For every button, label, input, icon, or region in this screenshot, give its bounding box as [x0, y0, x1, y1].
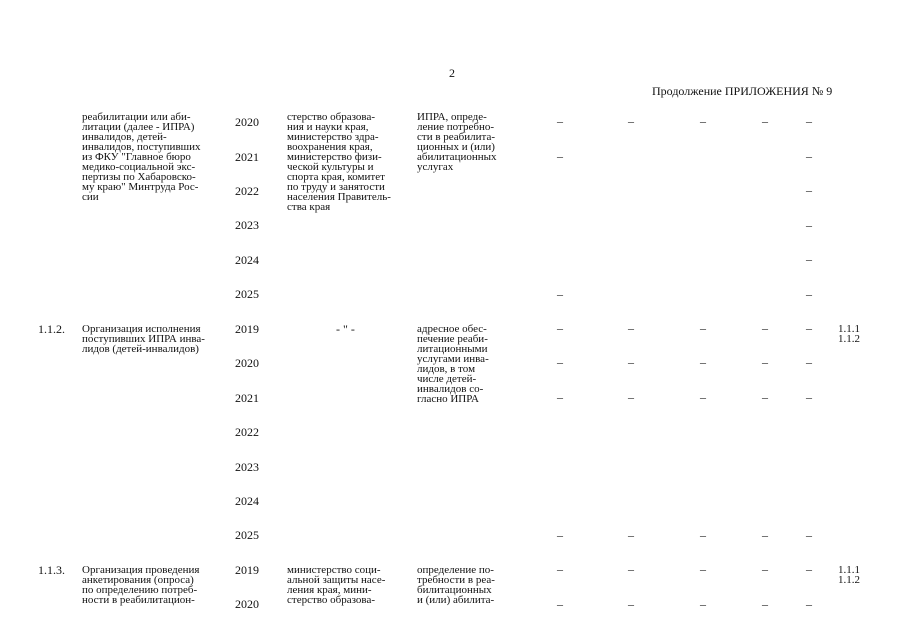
- indicator-reference: 1.1.1 1.1.2: [838, 323, 860, 345]
- empty-value-dash: –: [806, 287, 812, 301]
- empty-value-dash: –: [628, 390, 634, 404]
- year-label: 2023: [235, 218, 259, 232]
- empty-value-dash: –: [557, 321, 563, 335]
- empty-value-dash: –: [628, 528, 634, 542]
- empty-value-dash: –: [700, 390, 706, 404]
- empty-value-dash: –: [806, 183, 812, 197]
- year-label: 2025: [235, 287, 259, 301]
- empty-value-dash: –: [700, 114, 706, 128]
- year-label: 2024: [235, 494, 259, 508]
- empty-value-dash: –: [762, 597, 768, 611]
- year-label: 2022: [235, 425, 259, 439]
- empty-value-dash: –: [557, 355, 563, 369]
- empty-value-dash: –: [806, 218, 812, 232]
- empty-value-dash: –: [762, 390, 768, 404]
- year-label: 2021: [235, 150, 259, 164]
- executor-ditto: - " -: [336, 322, 355, 336]
- empty-value-dash: –: [806, 355, 812, 369]
- year-label: 2022: [235, 184, 259, 198]
- empty-value-dash: –: [806, 114, 812, 128]
- empty-value-dash: –: [700, 528, 706, 542]
- empty-value-dash: –: [700, 597, 706, 611]
- executor-text: министерство соци- альной защиты насе- ления края, мини- стерство образова-: [287, 564, 386, 606]
- activity-name: Организация проведения анкетирования (опроса) по определению потреб- ности в реабилитацион-: [82, 564, 200, 606]
- empty-value-dash: –: [557, 597, 563, 611]
- empty-value-dash: –: [628, 321, 634, 335]
- empty-value-dash: –: [628, 114, 634, 128]
- year-label: 2021: [235, 391, 259, 405]
- empty-value-dash: –: [557, 114, 563, 128]
- empty-value-dash: –: [700, 355, 706, 369]
- empty-value-dash: –: [557, 562, 563, 576]
- empty-value-dash: –: [806, 149, 812, 163]
- activity-name: реабилитации или аби- литации (далее - ИПРА) инвалидов, детей- инвалидов, поступивших из ФКУ "Главное бюро медико-социальной экс- пертизы по Хабаровско- му краю" Минтруда Рос- сии: [82, 111, 201, 203]
- empty-value-dash: –: [806, 597, 812, 611]
- result-text: определение по- требности в реа- билитационных и (или) абилита-: [417, 564, 495, 606]
- year-label: 2024: [235, 253, 259, 267]
- empty-value-dash: –: [700, 321, 706, 335]
- empty-value-dash: –: [806, 562, 812, 576]
- year-label: 2023: [235, 460, 259, 474]
- empty-value-dash: –: [806, 252, 812, 266]
- empty-value-dash: –: [557, 287, 563, 301]
- empty-value-dash: –: [806, 390, 812, 404]
- empty-value-dash: –: [628, 355, 634, 369]
- page-number: 2: [449, 66, 455, 80]
- empty-value-dash: –: [806, 528, 812, 542]
- year-label: 2025: [235, 528, 259, 542]
- year-label: 2020: [235, 597, 259, 611]
- empty-value-dash: –: [628, 562, 634, 576]
- empty-value-dash: –: [762, 114, 768, 128]
- empty-value-dash: –: [762, 355, 768, 369]
- result-text: ИПРА, опреде- ление потребно- сти в реабилита- ционных и (или) абилитационных услугах: [417, 111, 497, 173]
- continuation-title: Продолжение ПРИЛОЖЕНИЯ № 9: [652, 84, 833, 98]
- empty-value-dash: –: [557, 528, 563, 542]
- empty-value-dash: –: [806, 321, 812, 335]
- empty-value-dash: –: [557, 390, 563, 404]
- activity-number: 1.1.2.: [38, 322, 65, 336]
- empty-value-dash: –: [762, 562, 768, 576]
- executor-text: стерство образова- ния и науки края, министерство здра- воохранения края, министерство физи- ческой культуры и спорта края, комитет по труду и занятости населения Правитель- ства края: [287, 111, 391, 213]
- year-label: 2020: [235, 115, 259, 129]
- empty-value-dash: –: [700, 562, 706, 576]
- empty-value-dash: –: [557, 149, 563, 163]
- empty-value-dash: –: [762, 528, 768, 542]
- year-label: 2019: [235, 322, 259, 336]
- year-label: 2019: [235, 563, 259, 577]
- empty-value-dash: –: [628, 597, 634, 611]
- activity-name: Организация исполнения поступивших ИПРА инва- лидов (детей-инвалидов): [82, 323, 205, 355]
- indicator-reference: 1.1.1 1.1.2: [838, 564, 860, 586]
- year-label: 2020: [235, 356, 259, 370]
- activity-number: 1.1.3.: [38, 563, 65, 577]
- result-text: адресное обес- печение реаби- литационными услугами инва- лидов, в том числе детей- инвалидов со- гласно ИПРА: [417, 323, 489, 405]
- empty-value-dash: –: [762, 321, 768, 335]
